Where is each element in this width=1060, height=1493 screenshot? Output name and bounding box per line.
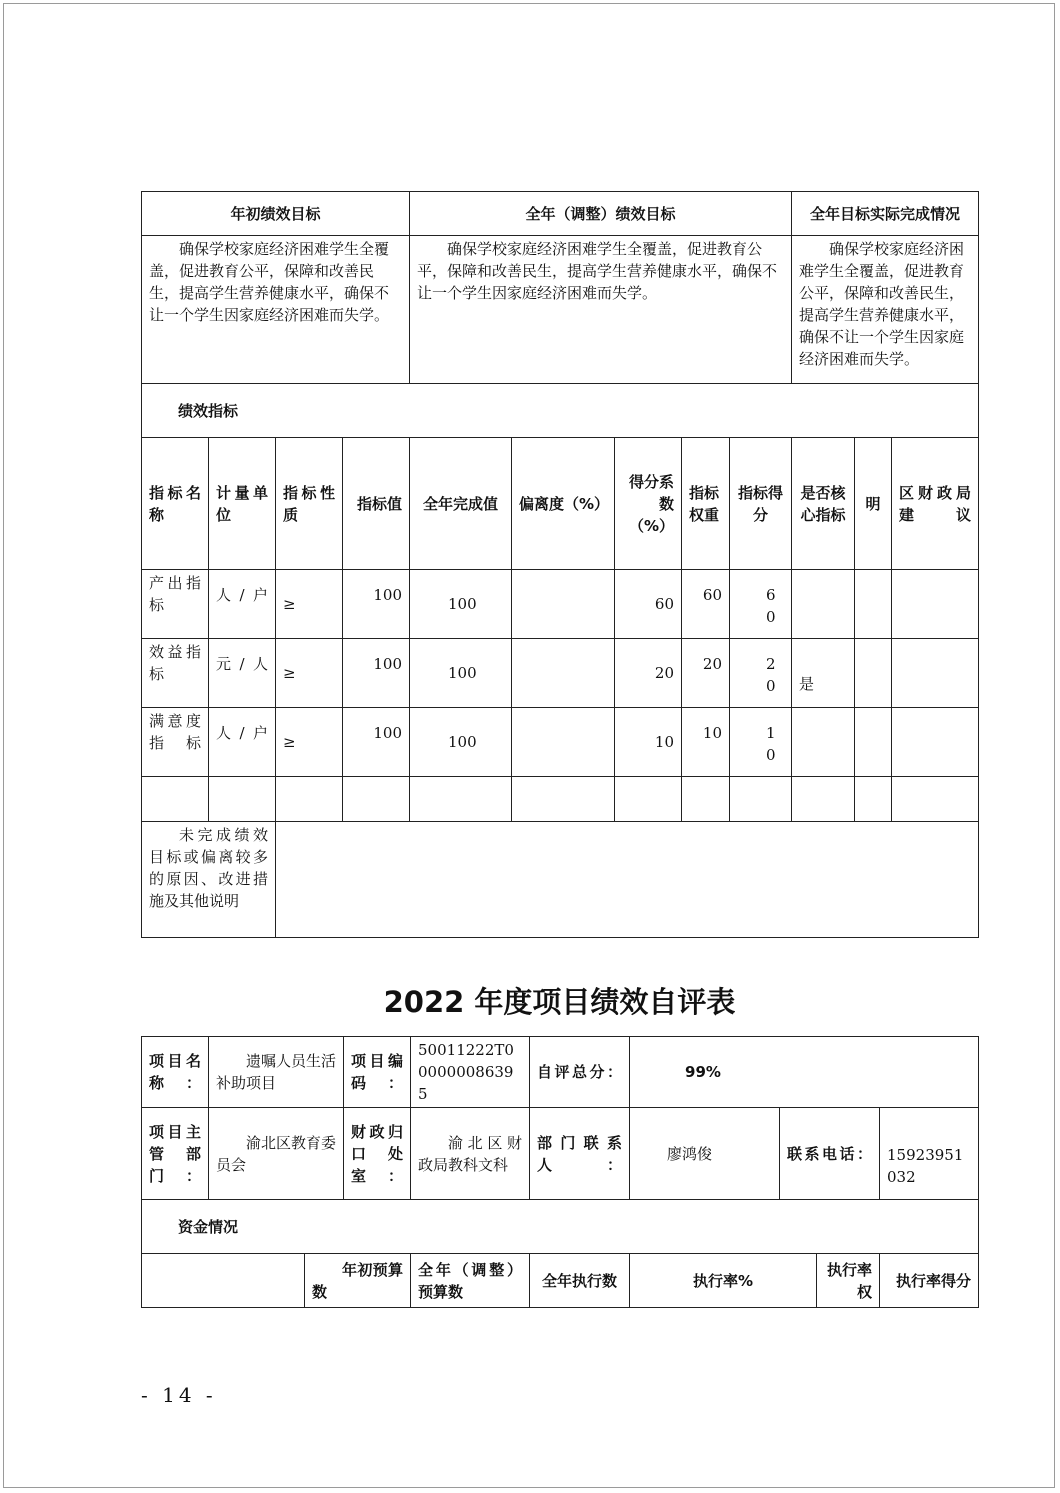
self-evaluation-table — [141, 1036, 979, 1308]
indicator-weight: 10 — [682, 708, 730, 777]
project-name-value: 遗嘱人员生活补助项目 — [209, 1037, 344, 1108]
indicator-coef: 10 — [615, 708, 682, 777]
project-name-label: 项目名称： — [142, 1037, 209, 1108]
indicator-header-nature: 指标性质 — [276, 438, 343, 570]
indicator-header-value: 指标值 — [343, 438, 410, 570]
dept-label: 项目主管部门： — [142, 1108, 209, 1200]
indicator-note — [855, 708, 892, 777]
dept-value: 渝北区教育委员会 — [209, 1108, 344, 1200]
indicator-header-unit: 计量单位 — [209, 438, 276, 570]
page-title: 2022 年度项目绩效自评表 — [383, 985, 736, 1019]
reason-label: 未完成绩效目标或偏离较多的原因、改进措施及其他说明 — [142, 822, 276, 938]
indicator-header-note: 明 — [855, 438, 892, 570]
indicator-coef: 20 — [615, 639, 682, 708]
indicator-core: 是 — [792, 639, 855, 708]
indicator-note — [855, 639, 892, 708]
indicator-advice — [892, 570, 979, 639]
indicator-nature: ≥ — [276, 708, 343, 777]
indicator-deviation — [512, 708, 615, 777]
indicator-value: 100 — [343, 570, 410, 639]
performance-table — [141, 191, 979, 938]
indicator-header-score: 指标得分 — [730, 438, 792, 570]
office-label: 财政归口处室： — [344, 1108, 411, 1200]
indicator-nature: ≥ — [276, 639, 343, 708]
indicator-header-done: 全年完成值 — [410, 438, 512, 570]
score-label: 自评总分： — [530, 1037, 630, 1108]
indicator-weight: 60 — [682, 570, 730, 639]
indicator-header-core: 是否核心指标 — [792, 438, 855, 570]
indicator-core — [792, 708, 855, 777]
indicator-score: 20 — [730, 639, 792, 708]
office-value: 渝北区财政局教科文科 — [411, 1108, 530, 1200]
indicator-score: 60 — [730, 570, 792, 639]
indicator-name: 满意度指标 — [142, 708, 209, 777]
funds-header-adjusted: 全年（调整）预算数 — [411, 1254, 530, 1308]
indicator-header-weight: 指标权重 — [682, 438, 730, 570]
funds-header-initial: 年初预算数 — [305, 1254, 411, 1308]
contact-label: 部门联系人： — [530, 1108, 630, 1200]
indicator-nature: ≥ — [276, 570, 343, 639]
goal-header-initial: 年初绩效目标 — [142, 192, 410, 236]
indicators-section-label: 绩效指标 — [142, 384, 979, 438]
indicator-header-coef: 得分系数（%） — [615, 438, 682, 570]
indicator-name: 产出指标 — [142, 570, 209, 639]
indicator-done: 100 — [410, 570, 512, 639]
table-row — [142, 639, 979, 708]
indicator-score: 10 — [730, 708, 792, 777]
indicator-advice — [892, 639, 979, 708]
indicator-name: 效益指标 — [142, 639, 209, 708]
funds-header-rate-score: 执行率得分 — [880, 1254, 979, 1308]
indicator-value: 100 — [343, 639, 410, 708]
funds-header-row — [142, 1254, 979, 1308]
phone-value: 15923951032 — [880, 1108, 979, 1200]
indicator-header-deviation: 偏离度（%） — [512, 438, 615, 570]
table-row-empty — [142, 777, 979, 822]
goal-adjusted-text: 确保学校家庭经济困难学生全覆盖，促进教育公平，保障和改善民生，提高学生营养健康水平，确保不让一个学生因家庭经济困难而失学。 — [410, 236, 792, 384]
indicator-header-row — [142, 438, 979, 570]
indicator-value: 100 — [343, 708, 410, 777]
indicator-unit: 元/人 — [209, 639, 276, 708]
indicator-weight: 20 — [682, 639, 730, 708]
table-row — [142, 708, 979, 777]
indicator-unit: 人/户 — [209, 570, 276, 639]
goal-initial-text: 确保学校家庭经济困难学生全覆盖，促进教育公平，保障和改善民生，提高学生营养健康水平，确保不让一个学生因家庭经济困难而失学。 — [142, 236, 410, 384]
indicator-done: 100 — [410, 708, 512, 777]
indicator-note — [855, 570, 892, 639]
reason-value — [276, 822, 979, 938]
contact-value: 廖鸿俊 — [630, 1108, 780, 1200]
funds-header-executed: 全年执行数 — [530, 1254, 630, 1308]
indicator-header-advice: 区财政局建议 — [892, 438, 979, 570]
indicator-coef: 60 — [615, 570, 682, 639]
funds-section-label: 资金情况 — [142, 1200, 979, 1254]
indicator-deviation — [512, 570, 615, 639]
goal-header-adjusted: 全年（调整）绩效目标 — [410, 192, 792, 236]
indicator-done: 100 — [410, 639, 512, 708]
indicator-core — [792, 570, 855, 639]
phone-label: 联系电话： — [780, 1108, 880, 1200]
indicator-deviation — [512, 639, 615, 708]
goal-actual-text: 确保学校家庭经济困难学生全覆盖，促进教育公平，保障和改善民生，提高学生营养健康水平，确保不让一个学生因家庭经济困难而失学。 — [792, 236, 979, 384]
funds-header-rate: 执行率% — [630, 1254, 817, 1308]
indicator-unit: 人/户 — [209, 708, 276, 777]
score-value: 99% — [630, 1037, 979, 1108]
goal-header-actual: 全年目标实际完成情况 — [792, 192, 979, 236]
funds-header-rate-weight: 执行率权 — [817, 1254, 880, 1308]
page-number: - 14 - — [141, 1383, 217, 1407]
table-row — [142, 570, 979, 639]
indicator-advice — [892, 708, 979, 777]
project-code-label: 项目编码： — [344, 1037, 411, 1108]
indicator-header-name: 指标名称 — [142, 438, 209, 570]
funds-header-blank — [142, 1254, 305, 1308]
project-code-value: 50011222T000000086395 — [411, 1037, 530, 1108]
